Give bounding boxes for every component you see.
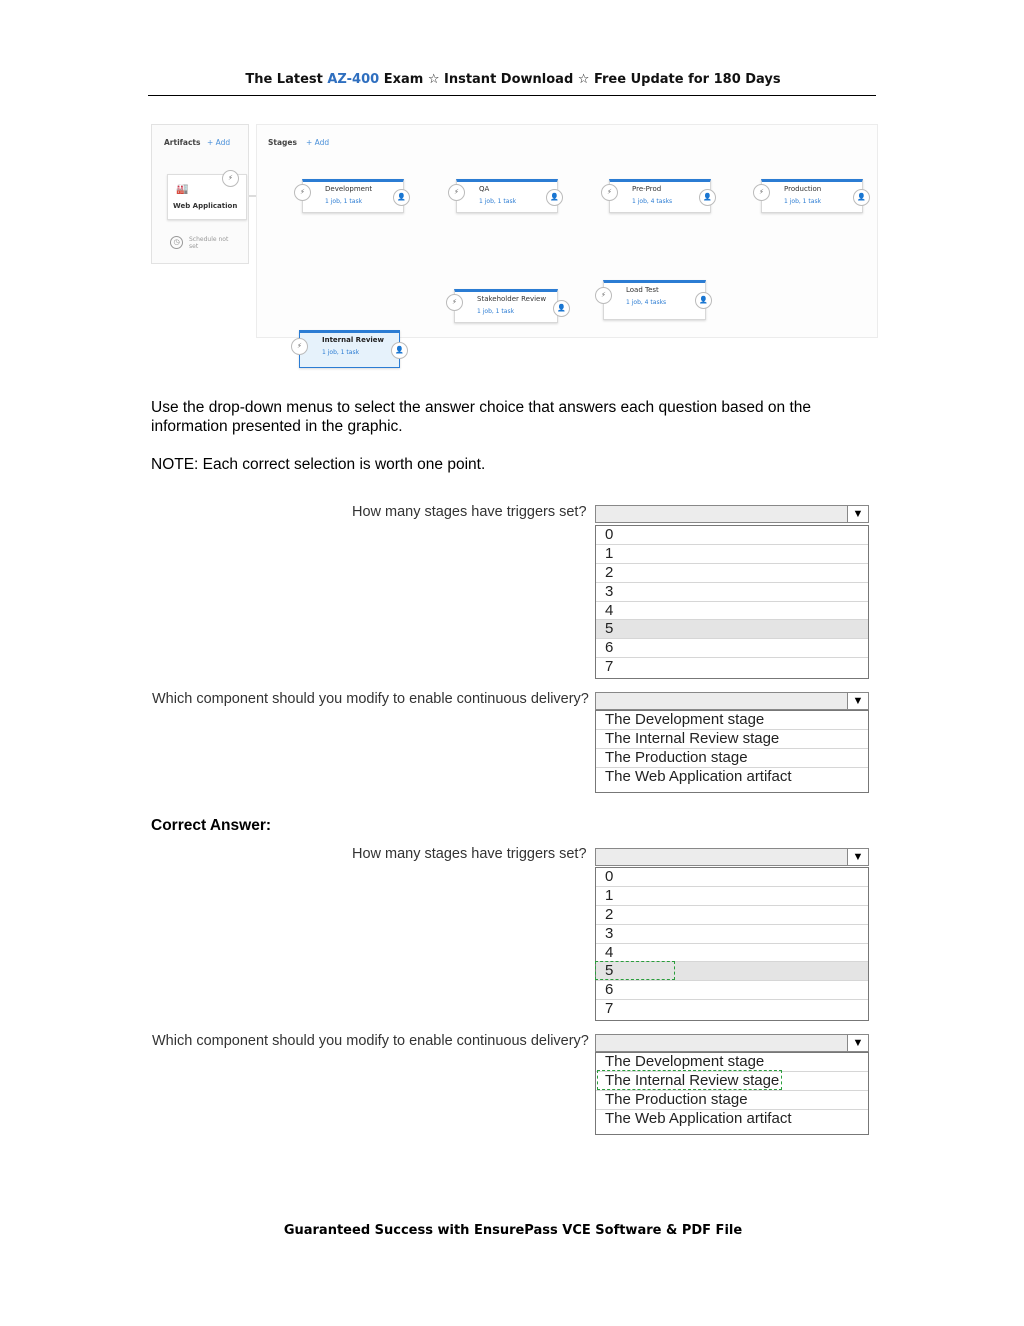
dropdown-arrow-icon[interactable]: ▼ bbox=[847, 1035, 868, 1051]
dropdown-arrow-icon[interactable]: ▼ bbox=[847, 693, 868, 709]
correct-answer-heading: Correct Answer: bbox=[151, 817, 272, 834]
add-artifact-link[interactable]: + Add bbox=[207, 138, 231, 147]
stage-detail: 1 job, 1 task bbox=[477, 308, 515, 315]
answer-q2-dropdown[interactable] bbox=[595, 1034, 869, 1052]
stage-detail: 1 job, 4 tasks bbox=[626, 299, 667, 306]
q1-options-list bbox=[595, 525, 869, 679]
dropdown-arrow-icon[interactable]: ▼ bbox=[847, 849, 868, 865]
q2-dropdown[interactable] bbox=[595, 692, 869, 710]
header-rule bbox=[148, 95, 876, 96]
stage-card-internal-review[interactable] bbox=[299, 330, 400, 368]
add-stage-link[interactable]: + Add bbox=[306, 138, 330, 147]
answer-q1-question-text: How many stages have triggers set? bbox=[352, 846, 587, 862]
stage-detail: 1 job, 1 task bbox=[479, 198, 517, 205]
q2-option[interactable]: The Production stage bbox=[596, 749, 868, 768]
stage-card-qa[interactable] bbox=[456, 179, 558, 213]
post-deployment-approvals-icon[interactable]: 👤 bbox=[391, 342, 408, 359]
pre-deployment-conditions-icon[interactable]: ⚡ bbox=[294, 184, 311, 201]
page-header bbox=[150, 72, 876, 87]
header-suffix: Exam ☆ Instant Download ☆ Free Update for 180 Days bbox=[383, 72, 781, 87]
pre-deployment-conditions-icon[interactable]: ⚡ bbox=[601, 184, 618, 201]
q1-option[interactable]: 6 bbox=[596, 639, 868, 658]
stage-name: Production bbox=[784, 185, 822, 193]
answer-q1-option[interactable]: 3 bbox=[596, 925, 868, 944]
q1-question-text: How many stages have triggers set? bbox=[352, 504, 587, 520]
answer-q2-option[interactable]: The Development stage bbox=[596, 1053, 868, 1072]
answer-q2-options-list bbox=[595, 1052, 869, 1135]
post-deployment-approvals-icon[interactable]: 👤 bbox=[695, 292, 712, 309]
q1-option[interactable]: 3 bbox=[596, 583, 868, 602]
answer-q1-options-list bbox=[595, 867, 869, 1021]
pre-deployment-conditions-icon[interactable]: ⚡ bbox=[446, 294, 463, 311]
answer-q2-option-selected[interactable]: The Internal Review stage bbox=[596, 1072, 868, 1091]
post-deployment-approvals-icon[interactable]: 👤 bbox=[393, 189, 410, 206]
stage-card-load-test[interactable] bbox=[603, 280, 706, 320]
post-deployment-approvals-icon[interactable]: 👤 bbox=[853, 189, 870, 206]
answer-q1-option[interactable]: 0 bbox=[596, 868, 868, 887]
answer-q2-option[interactable]: The Production stage bbox=[596, 1091, 868, 1110]
release-pipeline-graphic bbox=[150, 118, 876, 380]
answer-q1-selection-marker bbox=[595, 961, 675, 980]
q2-question-text: Which component should you modify to enable continuous delivery? bbox=[152, 691, 589, 707]
answer-q1-option[interactable]: 1 bbox=[596, 887, 868, 906]
stage-detail: 1 job, 1 task bbox=[322, 349, 360, 356]
answer-q1-option[interactable]: 6 bbox=[596, 981, 868, 1000]
q1-option[interactable]: 7 bbox=[605, 658, 614, 676]
stage-name: Internal Review bbox=[322, 336, 384, 344]
answer-q2-selection-marker bbox=[597, 1070, 782, 1090]
answer-q1-dropdown[interactable] bbox=[595, 848, 869, 866]
continuous-deployment-trigger-icon[interactable]: ⚡ bbox=[222, 170, 239, 187]
stage-name: Development bbox=[325, 185, 373, 193]
q2-option[interactable]: The Development stage bbox=[596, 711, 868, 730]
q1-option[interactable]: 5 bbox=[596, 620, 868, 639]
stage-card-development[interactable] bbox=[302, 179, 404, 213]
q1-option[interactable]: 2 bbox=[596, 564, 868, 583]
post-deployment-approvals-icon[interactable]: 👤 bbox=[553, 300, 570, 317]
q2-option[interactable]: The Internal Review stage bbox=[596, 730, 868, 749]
q2-options-list bbox=[595, 710, 869, 793]
pre-deployment-conditions-icon[interactable]: ⚡ bbox=[448, 184, 465, 201]
artifact-name: Web Application bbox=[173, 202, 238, 210]
q1-option[interactable]: 0 bbox=[596, 526, 868, 545]
stage-card-stakeholder-review[interactable] bbox=[454, 289, 558, 323]
stage-detail: 1 job, 4 tasks bbox=[632, 198, 673, 205]
post-deployment-approvals-icon[interactable]: 👤 bbox=[699, 189, 716, 206]
post-deployment-approvals-icon[interactable]: 👤 bbox=[546, 189, 563, 206]
artifacts-label: Artifacts bbox=[164, 138, 201, 147]
answer-q2-question-text: Which component should you modify to enable continuous delivery? bbox=[152, 1033, 589, 1049]
note-text: NOTE: Each correct selection is worth one point. bbox=[151, 456, 486, 473]
stage-name: QA bbox=[479, 185, 490, 193]
pre-deployment-conditions-icon[interactable]: ⚡ bbox=[291, 338, 308, 355]
q1-dropdown[interactable] bbox=[595, 505, 869, 523]
q2-option[interactable]: The Web Application artifact bbox=[605, 767, 792, 785]
pre-deployment-conditions-icon[interactable]: ⚡ bbox=[753, 184, 770, 201]
pre-deployment-conditions-icon[interactable]: ⚡ bbox=[595, 287, 612, 304]
answer-q1-option[interactable]: 7 bbox=[605, 1000, 614, 1018]
header-prefix: The Latest bbox=[245, 72, 323, 87]
answer-q1-option[interactable]: 4 bbox=[596, 944, 868, 963]
schedule-text: Schedule not set bbox=[189, 236, 229, 250]
stage-card-production[interactable] bbox=[761, 179, 863, 213]
build-artifact-icon: 🏭 bbox=[176, 184, 189, 195]
stage-name: Pre-Prod bbox=[632, 185, 662, 193]
q1-option[interactable]: 4 bbox=[596, 602, 868, 621]
dropdown-arrow-icon[interactable]: ▼ bbox=[847, 506, 868, 522]
answer-q1-option-selected[interactable]: 5 bbox=[596, 962, 868, 981]
stage-detail: 1 job, 1 task bbox=[325, 198, 363, 205]
stage-name: Load Test bbox=[626, 286, 659, 294]
answer-q2-option[interactable]: The Web Application artifact bbox=[605, 1109, 792, 1127]
instructions-text: Use the drop-down menus to select the answer choice that answers each question based on the information presented in the graphic. bbox=[151, 399, 812, 435]
q1-option[interactable]: 1 bbox=[596, 545, 868, 564]
stage-detail: 1 job, 1 task bbox=[784, 198, 822, 205]
header-exam-code: AZ-400 bbox=[327, 72, 380, 87]
stage-name: Stakeholder Review bbox=[477, 295, 547, 303]
schedule-icon: ◷ bbox=[170, 236, 183, 249]
page-footer: Guaranteed Success with EnsurePass VCE Software & PDF File bbox=[283, 1223, 743, 1238]
stages-label: Stages bbox=[268, 138, 297, 147]
answer-q1-option[interactable]: 2 bbox=[596, 906, 868, 925]
stage-card-pre-prod[interactable] bbox=[609, 179, 711, 213]
